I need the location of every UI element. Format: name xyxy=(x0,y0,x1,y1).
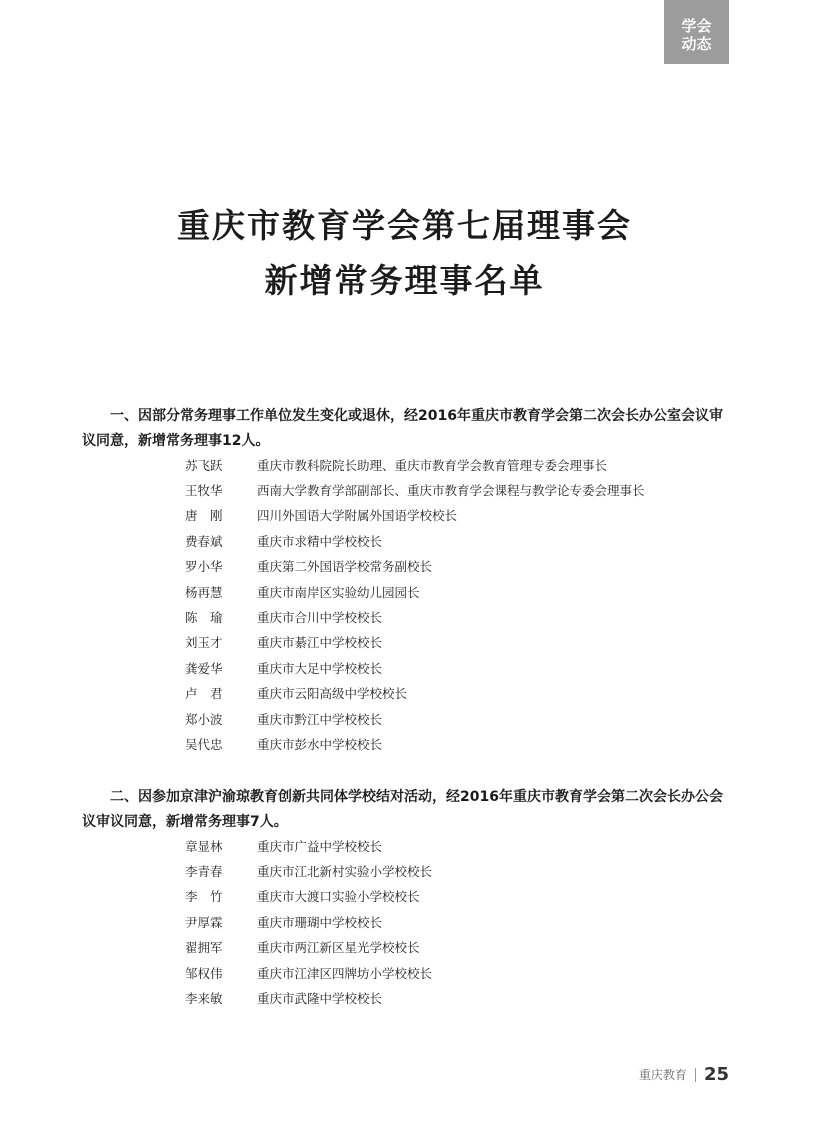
page-title-line2: 新增常务理事名单 xyxy=(264,261,545,300)
section1-heading: 一、因部分常务理事工作单位发生变化或退休，经2016年重庆市教育学会第二次会长办公室会议审议同意，新增常务理事12人。 xyxy=(82,408,723,449)
page-footer xyxy=(0,1064,729,1085)
section-tab-line2: 动态 xyxy=(681,35,712,53)
section2-member-list xyxy=(185,833,432,1011)
member-name: 刘玉才 xyxy=(185,635,223,651)
member-name: 龚爱华 xyxy=(185,660,223,676)
section1-member-list xyxy=(185,452,645,757)
member-row xyxy=(185,528,645,553)
member-row xyxy=(185,452,645,477)
member-row xyxy=(185,985,432,1010)
member-name: 费春斌 xyxy=(185,533,223,549)
member-name: 翟拥军 xyxy=(185,940,223,956)
member-name: 郑小波 xyxy=(185,711,223,727)
member-name: 罗小华 xyxy=(185,559,223,575)
member-role: 重庆市江津区四牌坊小学校校长 xyxy=(257,965,433,981)
member-role: 重庆市合川中学校校长 xyxy=(257,610,383,626)
member-role: 重庆市珊瑚中学校校长 xyxy=(257,914,383,930)
member-role: 重庆市广益中学校校长 xyxy=(257,838,383,854)
page-title-line1: 重庆市教育学会第七届理事会 xyxy=(177,206,632,245)
member-row xyxy=(185,960,432,985)
member-row xyxy=(185,731,645,756)
member-role: 重庆市南岸区实验幼儿园园长 xyxy=(257,584,420,600)
member-name: 王牧华 xyxy=(185,483,223,499)
member-role: 重庆市大足中学校校长 xyxy=(257,660,383,676)
member-name: 李青春 xyxy=(185,864,223,880)
section2-heading: 二、因参加京津沪渝琼教育创新共同体学校结对活动，经2016年重庆市教育学会第二次会长办公会议审议同意，新增常务理事7人。 xyxy=(82,789,723,830)
member-name: 李来敏 xyxy=(185,991,223,1007)
member-name: 杨再慧 xyxy=(185,584,223,600)
member-role: 重庆市綦江中学校校长 xyxy=(257,635,383,651)
member-name: 陈 瑜 xyxy=(185,610,223,626)
member-row xyxy=(185,655,645,680)
member-row xyxy=(185,909,432,934)
member-role: 重庆市教科院院长助理、重庆市教育学会教育管理专委会理事长 xyxy=(257,457,608,473)
member-role: 重庆市彭水中学校校长 xyxy=(257,736,383,752)
member-row xyxy=(185,604,645,629)
footer-divider xyxy=(695,1068,696,1082)
member-name: 邹权伟 xyxy=(185,965,223,981)
member-role: 西南大学教育学部副部长、重庆市教育学会课程与教学论专委会理事长 xyxy=(257,483,645,499)
member-row xyxy=(185,681,645,706)
member-row xyxy=(185,833,432,858)
member-row xyxy=(185,858,432,883)
member-name: 苏飞跃 xyxy=(185,457,223,473)
member-row xyxy=(185,706,645,731)
member-row xyxy=(185,503,645,528)
member-row xyxy=(185,579,645,604)
member-row xyxy=(185,554,645,579)
member-name: 卢 君 xyxy=(185,686,223,702)
magazine-name: 重庆教育 xyxy=(638,1068,687,1082)
member-role: 重庆市武隆中学校校长 xyxy=(257,991,383,1007)
member-name: 李 竹 xyxy=(185,889,223,905)
member-row xyxy=(185,935,432,960)
member-name: 章显林 xyxy=(185,838,223,854)
member-role: 重庆市两江新区星光学校校长 xyxy=(257,940,420,956)
section-tab xyxy=(664,0,729,64)
member-row xyxy=(185,477,645,502)
member-role: 重庆市黔江中学校校长 xyxy=(257,711,383,727)
member-role: 四川外国语大学附属外国语学校校长 xyxy=(257,508,458,524)
member-name: 尹厚霖 xyxy=(185,914,223,930)
member-role: 重庆市江北新村实验小学校校长 xyxy=(257,864,433,880)
page-number: 25 xyxy=(703,1064,729,1085)
member-role: 重庆第二外国语学校常务副校长 xyxy=(257,559,433,575)
member-row xyxy=(185,630,645,655)
member-role: 重庆市云阳高级中学校校长 xyxy=(257,686,408,702)
member-role: 重庆市求精中学校校长 xyxy=(257,533,383,549)
section-tab-line1: 学会 xyxy=(681,17,712,35)
member-row xyxy=(185,884,432,909)
member-name: 吴代忠 xyxy=(185,736,223,752)
member-name: 唐 刚 xyxy=(185,508,223,524)
member-role: 重庆市大渡口实验小学校校长 xyxy=(257,889,420,905)
